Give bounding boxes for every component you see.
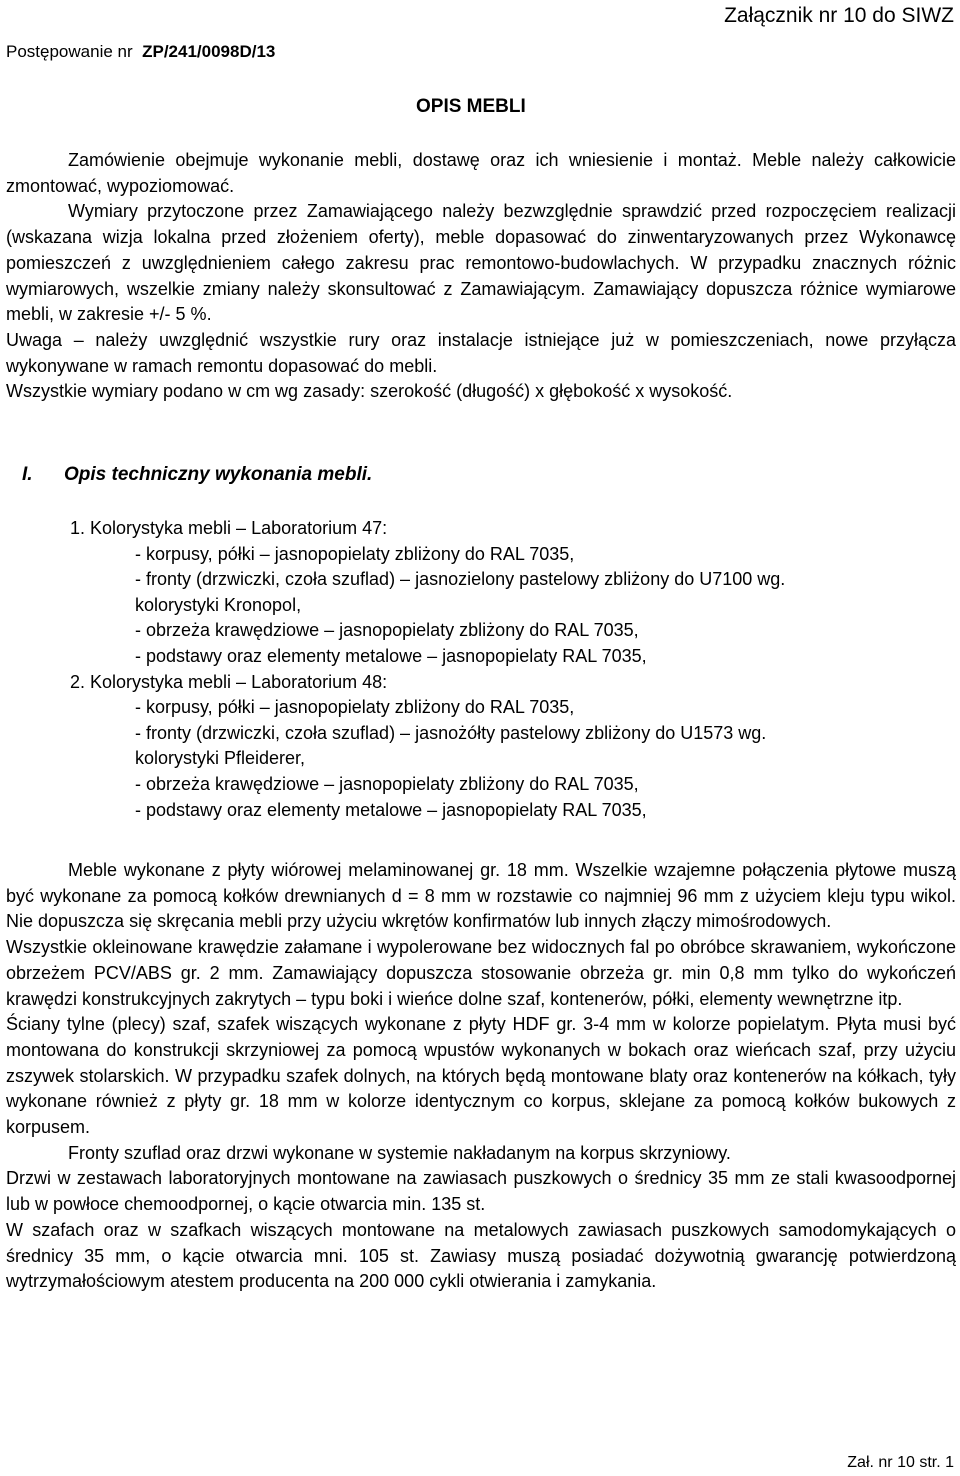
page-footer: Zał. nr 10 str. 1	[847, 1454, 954, 1471]
list-item: - korpusy, półki – jasnopopielaty zbliżony do RAL 7035,	[135, 543, 575, 564]
intro-paragraph-1: Zamówienie obejmuje wykonanie mebli, dostawę oraz ich wniesienie i montaż. Meble należy całkowicie zmontować, wypoziomować.	[6, 150, 956, 196]
list-item: - obrzeża krawędziowe – jasnopopielaty zbliżony do RAL 7035,	[135, 773, 639, 794]
attachment-label: Załącznik nr 10 do SIWZ	[724, 4, 954, 27]
document-title: OPIS MEBLI	[416, 96, 526, 117]
proceeding-label: Postępowanie nr	[6, 42, 133, 61]
body-paragraph-3: Ściany tylne (plecy) szaf, szafek wiszących wykonane z płyty HDF gr. 3-4 mm w kolorze popielatym. Płyta musi być montowana do konstrukcji skrzyniowej za pomocą wpustów wykonanych w bokach oraz wieńcach szaf, przy użyciu zszywek stolarskich. W przypadku szafek dolnych, na których będą montowane blaty oraz kontenerów na kółkach, tyły wykonane również z płyty gr. 18 mm w kolorze identycznym co korpus, sklejane za pomocą kołków bukowych z korpusem.	[6, 1014, 956, 1138]
body-paragraph-4: Fronty szuflad oraz drzwi wykonane w systemie nakładanym na korpus skrzyniowy.	[68, 1142, 731, 1163]
intro-section	[6, 148, 956, 405]
color-scheme-list	[70, 516, 960, 823]
intro-paragraph-4: Wszystkie wymiary podano w cm wg zasady: szerokość (długość) x głębokość x wysokość.	[6, 381, 733, 402]
body-paragraph-6: W szafach oraz w szafkach wiszących montowane na metalowych zawiasach puszkowych samodomykających o średnicy 35 mm, o kącie otwarcia mni. 105 st. Zawiasy muszą posiadać dożywotnią gwarancję potwierdzoną wytrzymałościowym atestem producenta na 200 000 cykli otwierania i zamykania.	[6, 1219, 956, 1292]
proceeding-number-header	[6, 42, 275, 62]
list-item: - korpusy, półki – jasnopopielaty zbliżony do RAL 7035,	[135, 697, 575, 718]
section-title: Opis techniczny wykonania mebli.	[64, 464, 373, 485]
body-paragraph-2: Wszystkie okleinowane krawędzie załamane i wypolerowane bez widocznych fal po obróbce skrawaniem, wykończone obrzeżem PCV/ABS gr. 2 mm. Zamawiający dopuszcza stosowanie obrzeża gr. min 0,8 mm tylko do wykończeń krawędzi konstrukcyjnych zakrytych – typu boki i wieńce dolne szaf, kontenerów, półki, elementy wewnętrzne itp.	[6, 937, 956, 1009]
intro-paragraph-2: Wymiary przytoczone przez Zamawiającego należy bezwzględnie sprawdzić przed rozpoczęciem realizacji (wskazana wizja lokalna przed złożeniem oferty), meble dopasować do zinwentaryzowanych przez Wykonawcę pomieszczeń z uwzględnieniem całego zakresu prac remontowo-budowlachych. W przypadku znacznych różnic wymiarowych, wszelkie zmiany należy skonsultować z Zamawiającym. Zamawiający dopuszcza różnice wymiarowe mebli, w zakresie +/- 5 %.	[6, 201, 956, 325]
section-heading	[22, 464, 372, 486]
section-number: I.	[22, 464, 33, 485]
list-item: - fronty (drzwiczki, czoła szuflad) – jasnożółty pastelowy zbliżony do U1573 wg.	[135, 722, 767, 743]
list-item: kolorystyki Pfleiderer,	[135, 748, 306, 769]
list-item: kolorystyki Kronopol,	[135, 594, 302, 615]
intro-paragraph-3: Uwaga – należy uwzględnić wszystkie rury oraz instalacje istniejące już w pomieszczeniach, nowe przyłącza wykonywane w ramach remontu dopasować do mebli.	[6, 329, 956, 376]
proceeding-number: ZP/241/0098D/13	[142, 42, 276, 61]
body-paragraph-1: Meble wykonane z płyty wiórowej melaminowanej gr. 18 mm. Wszelkie wzajemne połączenia płytowe muszą być wykonane za pomocą kołków drewnianych d = 8 mm w rozstawie co najmniej 96 mm z użyciem kleju typu wikol. Nie dopuszcza się skręcania mebli przy użyciu wkrętów konfirmatów lub innych złączy mimośrodowych.	[6, 860, 956, 932]
list-item: - fronty (drzwiczki, czoła szuflad) – jasnozielony pastelowy zbliżony do U7100 wg.	[135, 569, 786, 590]
technical-body	[6, 858, 956, 1295]
body-paragraph-5: Drzwi w zestawach laboratoryjnych montowane na zawiasach puszkowych o średnicy 35 mm ze stali kwasoodpornej lub w powłoce chemoodpornej, o kącie otwarcia min. 135 st.	[6, 1168, 956, 1215]
list-item: - podstawy oraz elementy metalowe – jasnopopielaty RAL 7035,	[135, 645, 647, 666]
list-item: 1. Kolorystyka mebli – Laboratorium 47:	[70, 518, 388, 538]
list-item: - podstawy oraz elementy metalowe – jasnopopielaty RAL 7035,	[135, 799, 647, 820]
list-item: - obrzeża krawędziowe – jasnopopielaty zbliżony do RAL 7035,	[135, 620, 639, 641]
list-item: 2. Kolorystyka mebli – Laboratorium 48:	[70, 671, 388, 692]
